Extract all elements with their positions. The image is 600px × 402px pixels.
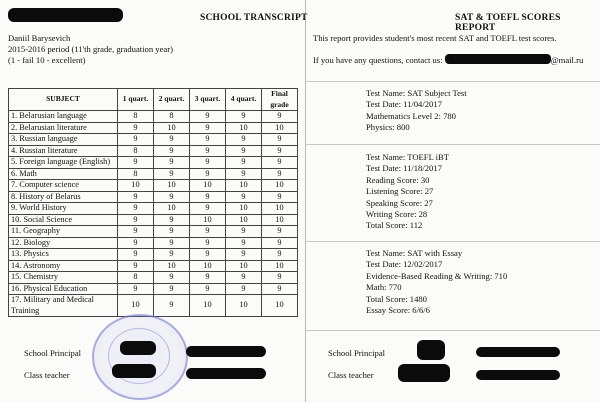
table-row	[9, 283, 298, 295]
grade-cell: 10	[262, 295, 298, 317]
grade-cell: 9	[262, 191, 298, 203]
contact-prefix: If you have any questions, contact us:	[313, 55, 443, 65]
toefl-block	[366, 152, 449, 232]
grade-cell: 10	[190, 180, 226, 192]
test-line: Speaking Score: 27	[366, 197, 433, 208]
grade-cell: 9	[262, 249, 298, 261]
grade-cell: 9	[154, 134, 190, 146]
subject-cell: 7. Computer science	[9, 180, 118, 192]
table-row	[9, 260, 298, 272]
grade-cell: 10	[262, 203, 298, 215]
test-line: Evidence-Based Reading & Writing: 710	[366, 270, 508, 281]
grade-cell: 10	[190, 260, 226, 272]
grade-cell: 9	[154, 191, 190, 203]
grade-cell: 9	[118, 237, 154, 249]
grade-cell: 10	[262, 214, 298, 226]
column-divider	[305, 0, 306, 402]
grade-cell: 9	[190, 145, 226, 157]
grade-cell: 9	[190, 111, 226, 123]
test-line: Total Score: 112	[366, 220, 423, 231]
table-row	[9, 180, 298, 192]
subject-cell: 10. Social Science	[9, 214, 118, 226]
name-redaction	[476, 370, 560, 380]
test-line: Listening Score: 27	[366, 186, 434, 197]
subject-cell: 4. Russian literature	[9, 145, 118, 157]
grade-cell: 10	[154, 203, 190, 215]
subject-cell: 1. Belarusian language	[9, 111, 118, 123]
subject-cell: 15. Chemistry	[9, 272, 118, 284]
table-row	[9, 237, 298, 249]
grade-cell: 9	[118, 260, 154, 272]
subject-cell: 6. Math	[9, 168, 118, 180]
grade-cell: 9	[226, 226, 262, 238]
subject-cell: 13. Physics	[9, 249, 118, 261]
grade-cell: 8	[118, 145, 154, 157]
test-line: Mathematics Level 2: 780	[366, 110, 456, 121]
grade-cell: 9	[226, 134, 262, 146]
table-row	[9, 145, 298, 157]
sat-essay-block	[366, 248, 507, 316]
grade-cell: 9	[226, 249, 262, 261]
subject-cell: 12. Biology	[9, 237, 118, 249]
grade-cell: 9	[190, 272, 226, 284]
grade-cell: 9	[262, 111, 298, 123]
test-line: Math: 770	[366, 282, 402, 293]
grade-scale: (1 - fail 10 - excellent)	[8, 55, 86, 65]
test-line: Total Score: 1480	[366, 293, 427, 304]
grade-cell: 9	[262, 283, 298, 295]
grade-cell: 9	[190, 283, 226, 295]
grade-cell: 9	[190, 191, 226, 203]
transcript-title: SCHOOL TRANSCRIPT	[200, 13, 308, 23]
grade-cell: 10	[262, 260, 298, 272]
grade-cell: 10	[226, 180, 262, 192]
grade-cell: 9	[190, 157, 226, 169]
principal-label: School Principal	[24, 348, 82, 358]
report-intro: This report provides student's most recent SAT and TOEFL test scores.	[313, 33, 557, 43]
grade-cell: 10	[118, 295, 154, 317]
grade-cell: 9	[190, 122, 226, 134]
subject-cell: 5. Foreign language (English)	[9, 157, 118, 169]
subject-cell: 16. Physical Education	[9, 283, 118, 295]
test-line: Essay Score: 6/6/6	[366, 305, 430, 316]
signature-redaction	[398, 364, 450, 382]
table-row	[9, 226, 298, 238]
contact-line	[313, 54, 583, 66]
grade-cell: 9	[226, 145, 262, 157]
header-q3: 3 quart.	[190, 89, 226, 111]
table-row	[9, 249, 298, 261]
grade-cell: 9	[154, 168, 190, 180]
contact-suffix: @mail.ru	[550, 55, 584, 65]
test-line: Test Name: SAT Subject Test	[366, 88, 467, 98]
signature-redaction	[417, 340, 445, 360]
signature-redaction	[112, 364, 156, 378]
grade-cell: 9	[118, 157, 154, 169]
report-title: SAT & TOEFL SCORES REPORT	[455, 13, 561, 33]
section-rule	[306, 144, 600, 145]
grade-cell: 9	[262, 145, 298, 157]
table-row	[9, 272, 298, 284]
grade-cell: 9	[226, 157, 262, 169]
subject-cell: 14. Astronomy	[9, 260, 118, 272]
seal-stamp	[92, 314, 188, 400]
grade-cell: 9	[154, 226, 190, 238]
subject-cell: 3. Russian language	[9, 134, 118, 146]
grade-cell: 9	[154, 157, 190, 169]
grade-cell: 9	[226, 168, 262, 180]
redaction-bar	[8, 8, 123, 22]
table-row	[9, 214, 298, 226]
grade-cell: 9	[262, 168, 298, 180]
period-text: 2015-2016 period (11'th grade, graduation year)	[8, 44, 173, 54]
grade-cell: 9	[118, 191, 154, 203]
grade-cell: 9	[190, 226, 226, 238]
test-line: Test Date: 11/18/2017	[366, 163, 442, 174]
email-redaction	[445, 54, 551, 64]
test-line: Writing Score: 28	[366, 209, 428, 220]
grade-cell: 10	[226, 295, 262, 317]
grade-cell: 9	[262, 237, 298, 249]
test-line: Test Name: TOEFL iBT	[366, 152, 450, 162]
grade-cell: 9	[154, 295, 190, 317]
grade-cell: 9	[262, 134, 298, 146]
grade-cell: 10	[190, 214, 226, 226]
grade-cell: 9	[118, 134, 154, 146]
grade-cell: 9	[154, 145, 190, 157]
grade-cell: 10	[226, 214, 262, 226]
grade-cell: 9	[190, 249, 226, 261]
grade-cell: 9	[190, 134, 226, 146]
grade-cell: 10	[190, 295, 226, 317]
header-subject: SUBJECT	[9, 89, 118, 111]
table-row	[9, 157, 298, 169]
grades-body	[9, 111, 298, 317]
table-header-row	[9, 89, 298, 111]
sat-subject-block	[366, 88, 467, 134]
grade-cell: 8	[118, 168, 154, 180]
student-info	[8, 33, 173, 66]
grade-cell: 10	[154, 180, 190, 192]
test-line: Test Name: SAT with Essay	[366, 248, 463, 258]
grade-cell: 9	[118, 203, 154, 215]
table-row	[9, 134, 298, 146]
header-q1: 1 quart.	[118, 89, 154, 111]
test-line: Test Date: 12/02/2017	[366, 259, 443, 270]
grade-cell: 9	[154, 272, 190, 284]
grade-cell: 9	[190, 203, 226, 215]
grade-cell: 8	[154, 111, 190, 123]
grade-cell: 9	[190, 168, 226, 180]
grade-cell: 9	[154, 237, 190, 249]
name-redaction	[186, 346, 266, 357]
grade-cell: 9	[262, 157, 298, 169]
grade-cell: 8	[118, 272, 154, 284]
teacher-label-right: Class teacher	[328, 370, 374, 380]
header-q2: 2 quart.	[154, 89, 190, 111]
table-row	[9, 191, 298, 203]
name-redaction	[186, 368, 266, 379]
subject-cell: 8. History of Belarus	[9, 191, 118, 203]
name-redaction	[476, 347, 560, 357]
grade-cell: 9	[226, 283, 262, 295]
subject-cell: 17. Military and Medical Training	[9, 295, 118, 317]
grade-cell: 10	[226, 260, 262, 272]
grade-cell: 9	[262, 272, 298, 284]
principal-label-right: School Principal	[328, 348, 386, 358]
grade-cell: 8	[118, 111, 154, 123]
grade-cell: 10	[226, 122, 262, 134]
grade-cell: 10	[154, 122, 190, 134]
grade-cell: 10	[154, 260, 190, 272]
grade-cell: 9	[190, 237, 226, 249]
subject-cell: 2. Belarusian literature	[9, 122, 118, 134]
header-final: Final grade	[262, 89, 298, 111]
grade-cell: 9	[154, 214, 190, 226]
table-row	[9, 122, 298, 134]
section-rule	[306, 241, 600, 242]
grade-cell: 9	[226, 272, 262, 284]
grade-cell: 9	[118, 226, 154, 238]
section-rule	[306, 330, 600, 331]
table-row	[9, 111, 298, 123]
grade-cell: 10	[118, 180, 154, 192]
table-row	[9, 203, 298, 215]
grade-cell: 9	[226, 191, 262, 203]
test-line: Physics: 800	[366, 122, 410, 133]
subject-cell: 9. World History	[9, 203, 118, 215]
grade-cell: 9	[118, 122, 154, 134]
grade-cell: 9	[118, 249, 154, 261]
grade-cell: 9	[226, 111, 262, 123]
grade-cell: 10	[226, 203, 262, 215]
test-line: Test Date: 11/04/2017	[366, 99, 442, 110]
grade-cell: 10	[262, 122, 298, 134]
grade-cell: 9	[118, 283, 154, 295]
grades-table	[8, 88, 298, 317]
student-name: Daniil Barysevich	[8, 33, 71, 43]
grade-cell: 9	[262, 226, 298, 238]
header-q4: 4 quart.	[226, 89, 262, 111]
grade-cell: 10	[262, 180, 298, 192]
grade-cell: 9	[154, 283, 190, 295]
grade-cell: 9	[154, 249, 190, 261]
grade-cell: 9	[118, 214, 154, 226]
table-row	[9, 295, 298, 317]
test-line: Reading Score: 30	[366, 174, 430, 185]
signature-redaction	[120, 341, 156, 355]
subject-cell: 11. Geography	[9, 226, 118, 238]
table-row	[9, 168, 298, 180]
section-rule	[306, 81, 600, 82]
teacher-label: Class teacher	[24, 370, 70, 380]
grade-cell: 9	[226, 237, 262, 249]
